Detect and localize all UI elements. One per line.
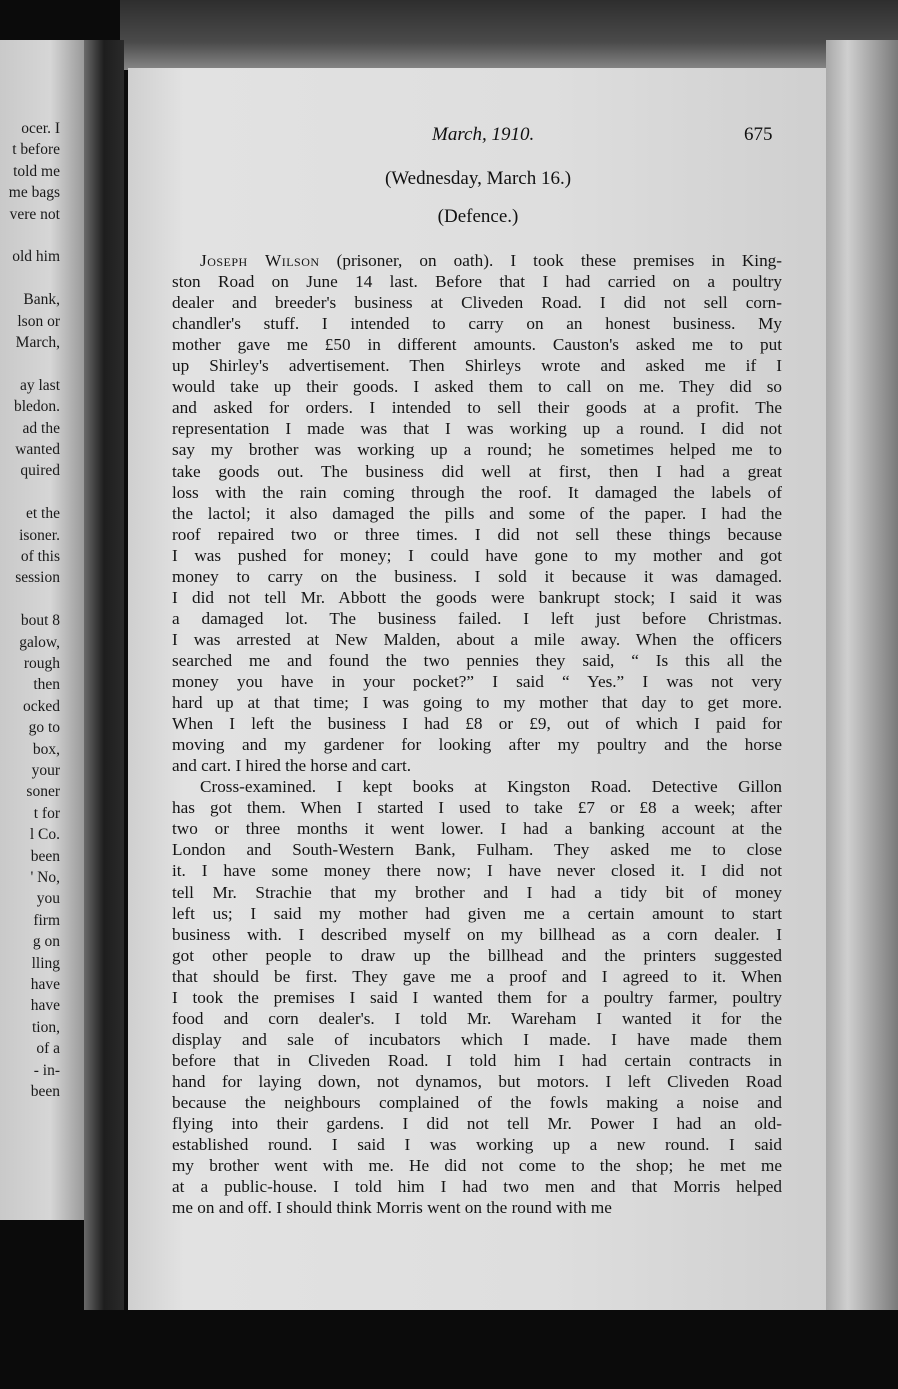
body-line: Cross-examined. I kept books at Kingston Road. Detective Gillon xyxy=(200,777,782,797)
left-page-fragment: old him xyxy=(12,248,60,266)
body-line: I was pushed for money; I could have gone to my mother and got xyxy=(172,545,782,565)
left-page-fragment: of a xyxy=(36,1040,60,1058)
body-line: say my brother was working up a round; he sometimes helped me to xyxy=(172,440,782,460)
left-page-fragment: wanted xyxy=(15,441,60,458)
body-line: I did not tell Mr. Abbott the goods were bankrupt stock; I said it was xyxy=(172,587,782,607)
page-number: 675 xyxy=(744,124,773,145)
left-page-fragment: have xyxy=(30,976,60,993)
body-line: it. I have some money there now; I have never closed it. I did not xyxy=(172,861,782,881)
left-page-fragment: et the xyxy=(26,505,60,523)
left-page-fragment: you xyxy=(36,890,60,908)
body-line: roof repaired two or three times. I did not sell these things because xyxy=(172,524,782,544)
body-line: money you have in your pocket?” I said “ Yes.” I was not very xyxy=(172,672,782,691)
body-line: tell Mr. Strachie that my brother and I had a tidy bit of money xyxy=(172,882,782,902)
left-page-fragment: galow, xyxy=(19,633,60,651)
body-line: two or three months it went lower. I had a banking account at the xyxy=(172,819,782,839)
left-page-fragment: vere not xyxy=(9,205,60,223)
body-line: at a public-house. I told him I had two men and that Morris helped xyxy=(172,1177,782,1197)
page-header xyxy=(128,124,828,152)
left-page-fragment: Bank, xyxy=(23,291,60,309)
left-page-fragment: told me xyxy=(13,162,60,180)
body-line: moving and my gardener for looking after my poultry and the horse xyxy=(172,735,782,755)
body-line: When I left the business I had £8 or £9, out of which I paid for xyxy=(172,714,782,734)
body-line: mother gave me £50 in different amounts. Causton's asked me to put xyxy=(172,335,782,355)
left-page-fragment: quired xyxy=(20,462,60,480)
left-page-fragment: me bags xyxy=(8,184,60,202)
left-page-fragment: l Co. xyxy=(29,826,60,844)
left-page-fragment: lson or xyxy=(17,312,60,330)
left-page-fragment: g on xyxy=(32,933,60,951)
running-head: March, 1910. xyxy=(432,124,535,145)
left-page-fragment: isoner. xyxy=(19,526,60,544)
left-page-fragment: ocked xyxy=(22,697,60,715)
body-line: my brother went with me. He did not come to the shop; he met me xyxy=(172,1156,782,1176)
left-page-fragment: go to xyxy=(28,719,60,737)
body-line: take goods out. The business did well at first, then I had a great xyxy=(172,461,782,481)
left-page-fragment: bout 8 xyxy=(20,612,60,630)
section-heading: (Defence.) xyxy=(437,206,519,227)
left-page-fragment: been xyxy=(30,847,60,865)
body-line: display and sale of incubators which I made. I have made them xyxy=(172,1029,782,1049)
book-gutter xyxy=(84,40,124,1310)
body-line: has got them. When I started I used to take £7 or £8 a week; after xyxy=(172,798,782,818)
body-line: money to carry on the business. I sold it because it was damaged. xyxy=(172,566,782,586)
body-line: flying into their gardens. I did not tell Mr. Power I had an old- xyxy=(172,1114,782,1134)
left-page-fragment: then xyxy=(33,676,60,694)
body-line: I took the premises I said I wanted them for a poultry farmer, poultry xyxy=(172,987,782,1007)
scan-bottom-shadow xyxy=(0,1310,898,1389)
witness-name: Joseph Wilson xyxy=(200,251,320,270)
left-page-fragment: ay last xyxy=(19,376,60,394)
left-page-fragment: bledon. xyxy=(13,398,60,416)
left-page-fragment: been xyxy=(30,1083,60,1100)
body-line: and asked for orders. I intended to sell their goods at a profit. The xyxy=(172,398,782,418)
left-page-fragment: March, xyxy=(15,334,60,351)
date-heading: (Wednesday, March 16.) xyxy=(384,168,572,189)
body-line: London and South-Western Bank, Fulham. They asked me to close xyxy=(172,840,782,860)
body-line: that should be first. They gave me a proof and I agreed to it. When xyxy=(172,966,782,986)
left-page-fragment: session xyxy=(15,569,60,587)
body-line: I was arrested at New Malden, about a mile away. When the officers xyxy=(172,629,782,649)
body-line: ston Road on June 14 last. Before that I had carried on a poultry xyxy=(172,272,782,292)
body-line: representation I made was that I was working up a round. I did not xyxy=(172,419,782,439)
body-line: would take up their goods. I asked them to call on me. They did so xyxy=(172,377,782,397)
body-line: dealer and breeder's business at Cliveden Road. I did not sell corn- xyxy=(172,293,782,313)
left-page-fragment: ad the xyxy=(22,419,60,437)
left-page-fragment: your xyxy=(31,762,60,779)
left-page-fragment: rough xyxy=(23,655,60,672)
body-line: and cart. I hired the horse and cart. xyxy=(172,756,412,776)
body-line: hand for laying down, not dynamos, but motors. I left Cliveden Road xyxy=(172,1071,782,1091)
body-line xyxy=(172,250,782,271)
left-page-fragment: ' No, xyxy=(30,869,60,886)
scan-top-shadow xyxy=(120,0,898,70)
body-line: food and corn dealer's. I told Mr. Wareham I wanted it for the xyxy=(172,1008,782,1028)
body-line: before that in Cliveden Road. I told him I had certain contracts in xyxy=(172,1050,782,1070)
left-page-fragment: soner xyxy=(26,783,60,801)
body-line: me on and off. I should think Morris went on the round with me xyxy=(172,1198,612,1218)
body-line: the lactol; it also damaged the pills and some of the paper. I had the xyxy=(172,503,782,523)
body-line: business with. I described myself on my billhead as a corn dealer. I xyxy=(172,924,782,944)
left-page-fragment: firm xyxy=(33,911,60,929)
body-line: established round. I said I was working up a new round. I said xyxy=(172,1135,782,1155)
left-page-fragment: lling xyxy=(31,954,60,972)
body-line: up Shirley's advertisement. Then Shirleys wrote and asked me if I xyxy=(172,356,782,376)
page-edge xyxy=(826,40,898,1389)
left-page-fragment: of this xyxy=(20,548,60,565)
body-line: left us; I said my mother had given me a certain amount to start xyxy=(172,903,782,923)
left-page-fragment: tion, xyxy=(32,1018,60,1036)
left-page-fragment: t before xyxy=(12,141,60,159)
body-line: a damaged lot. The business failed. I left just before Christmas. xyxy=(172,608,782,628)
body-line: got other people to draw up the billhead and the printers suggested xyxy=(172,945,782,965)
body-line: loss with the rain coming through the roof. It damaged the labels of xyxy=(172,482,782,502)
left-page xyxy=(0,40,84,1220)
body-line-text: (prisoner, on oath). I took these premises in King- xyxy=(319,251,782,270)
body-line: searched me and found the two pennies they said, “ Is this all the xyxy=(172,650,782,670)
left-page-fragment: have xyxy=(30,997,60,1015)
left-page-fragment: - in- xyxy=(33,1061,60,1079)
left-page-fragment: box, xyxy=(32,740,60,758)
left-page-fragment: ocer. I xyxy=(21,120,60,137)
left-page-fragment: t for xyxy=(33,804,60,822)
body-line: chandler's stuff. I intended to carry on an honest business. My xyxy=(172,314,782,334)
body-line: hard up at that time; I was going to my mother that day to get more. xyxy=(172,693,782,713)
body-line: because the neighbours complained of the fowls making a noise and xyxy=(172,1093,782,1112)
